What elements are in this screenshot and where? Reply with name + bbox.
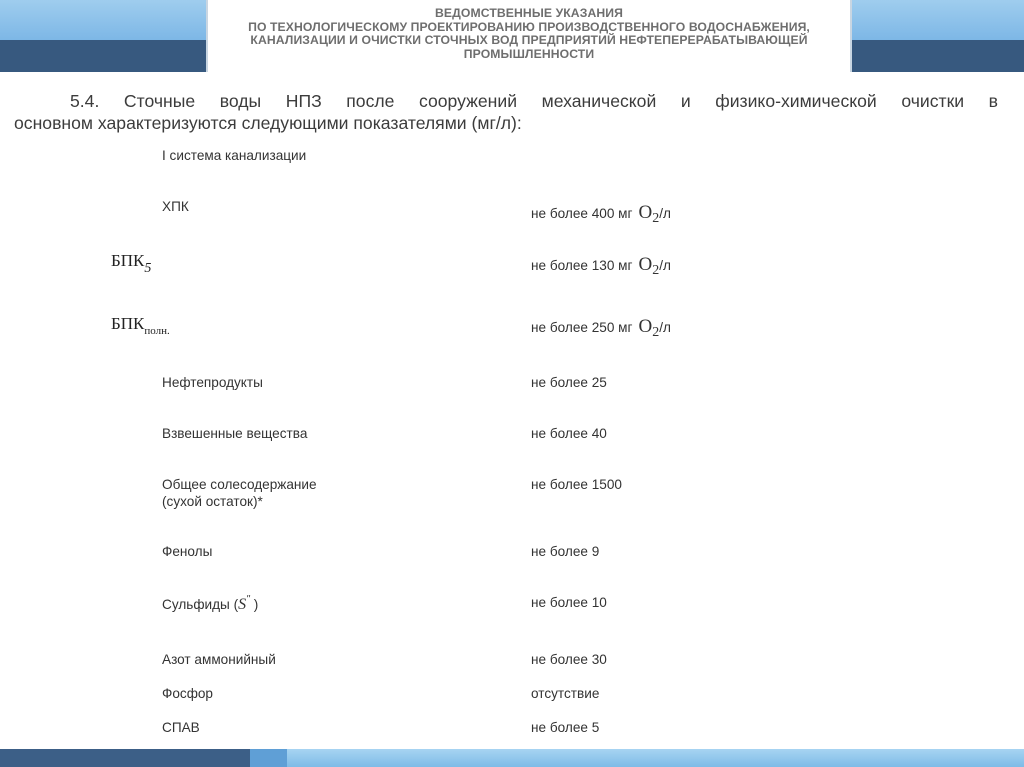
indicator-value-surfactants: не более 5 [531, 720, 600, 735]
footer-band-mid [250, 749, 287, 767]
indicator-value-bod-full: не более 250 мг $O_2/л$ [531, 316, 671, 340]
slide-title-line-1: ВЕДОМСТВЕННЫЕ УКАЗАНИЯ [435, 6, 623, 20]
slide-title-line-4: ПРОМЫШЛЕННОСТИ [463, 46, 595, 61]
indicator-value-bod5: не более 130 мг $O_2/л$ [531, 254, 671, 278]
indicator-label-cod: ХПК [162, 199, 189, 214]
indicator-label-sulfides: Сульфиды (S'' ) [162, 594, 259, 613]
indicator-label-suspended-solids: Взвешенные вещества [162, 426, 308, 441]
section-title: I система канализации [162, 148, 307, 163]
indicator-label-phenols: Фенолы [162, 544, 213, 559]
intro-paragraph [14, 90, 998, 134]
indicator-value-phosphorus: отсутствие [531, 686, 600, 701]
indicator-label-ammonium-nitrogen: Азот аммонийный [162, 652, 276, 667]
indicator-value-suspended-solids: не более 40 [531, 426, 607, 441]
indicator-value-ammonium-nitrogen: не более 30 [531, 652, 607, 667]
slide-title-line-2: ПО ТЕХНОЛОГИЧЕСКОМУ ПРОЕКТИРОВАНИЮ ПРОИЗВОДСТВЕННОГО ВОДОСНАБЖЕНИЯ, [248, 19, 810, 34]
indicator-value-phenols: не более 9 [531, 544, 600, 559]
slide-title-line-3: КАНАЛИЗАЦИИ И ОЧИСТКИ СТОЧНЫХ ВОД ПРЕДПРИЯТИЙ НЕФТЕПЕРЕРАБАТЫВАЮЩЕЙ [250, 33, 808, 47]
indicator-label-total-salinity: Общее солесодержание (сухой остаток)* [162, 477, 317, 509]
indicator-label-surfactants: СПАВ [162, 720, 200, 735]
intro-line-1: 5.4. Сточные воды НПЗ после сооружений механической и физико-химической очистки в [70, 91, 998, 111]
indicator-value-oil-products: не более 25 [531, 375, 607, 390]
footer-band [0, 749, 1024, 767]
footer-band-light [287, 749, 1024, 767]
intro-line-2: основном характеризуются следующими показателями (мг/л): [14, 113, 522, 133]
indicator-label-phosphorus: Фосфор [162, 686, 213, 701]
indicator-label-bod5: $БПК_5$ [111, 251, 152, 276]
indicator-label-oil-products: Нефтепродукты [162, 375, 263, 390]
slide-title [206, 0, 852, 72]
indicator-value-total-salinity: не более 1500 [531, 477, 622, 492]
footer-band-dark [0, 749, 250, 767]
indicator-label-bod-full: $БПК_{полн.}$ [111, 314, 170, 337]
indicator-value-cod: не более 400 мг $O_2/л$ [531, 202, 671, 226]
indicator-value-sulfides: не более 10 [531, 595, 607, 610]
